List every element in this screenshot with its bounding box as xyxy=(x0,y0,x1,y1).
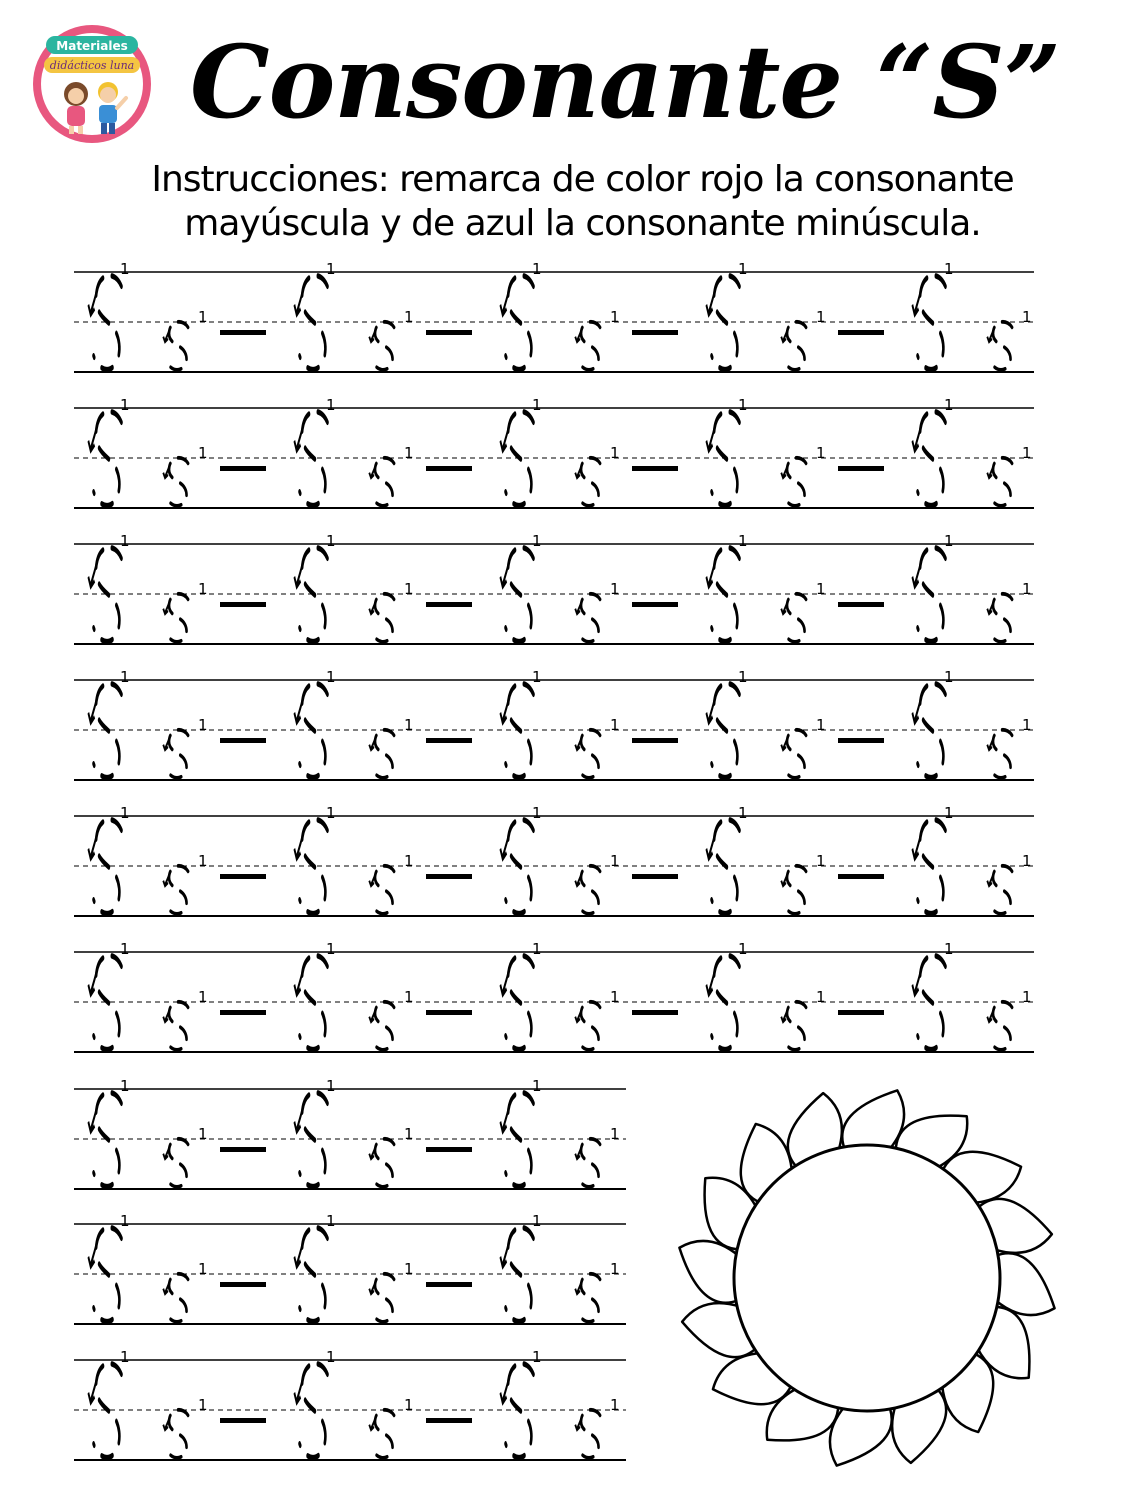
separator-dash xyxy=(426,466,472,471)
stroke-number-label: 1 xyxy=(404,308,414,326)
stroke-number-label: 1 xyxy=(816,988,826,1006)
uppercase-s-trace xyxy=(506,819,534,913)
separator-dash xyxy=(426,874,472,879)
sun-ray xyxy=(679,1241,738,1303)
letter-pair[interactable] xyxy=(912,668,1031,778)
instructions-line-1: Instrucciones: remarca de color rojo la consonante xyxy=(151,159,1014,200)
lowercase-s-trace xyxy=(991,594,1012,642)
stroke-number-label: 1 xyxy=(198,1125,208,1143)
lowercase-s-trace xyxy=(991,458,1012,506)
lowercase-s-trace xyxy=(167,730,188,778)
stroke-number-label: 1 xyxy=(404,1125,414,1143)
lowercase-s-trace xyxy=(785,1002,806,1050)
lowercase-s-trace xyxy=(579,1410,600,1458)
lowercase-s-trace xyxy=(991,866,1012,914)
stroke-number-label: 1 xyxy=(1022,716,1032,734)
letter-pair[interactable] xyxy=(500,1348,619,1458)
stroke-number-label: 1 xyxy=(198,716,208,734)
letter-pair[interactable] xyxy=(706,396,884,506)
instructions-line-2: mayúscula y de azul la consonante minúscula. xyxy=(184,203,981,244)
letter-pair[interactable] xyxy=(912,532,1031,642)
stroke-number-label: 1 xyxy=(532,668,542,686)
lowercase-s-trace xyxy=(785,594,806,642)
letter-pair[interactable] xyxy=(294,532,472,642)
separator-dash xyxy=(426,602,472,607)
stroke-number-label: 1 xyxy=(532,1077,542,1095)
lowercase-s-trace xyxy=(167,1139,188,1187)
stroke-number-label: 1 xyxy=(816,444,826,462)
lowercase-s-trace xyxy=(373,1139,394,1187)
stroke-number-label: 1 xyxy=(198,580,208,598)
stroke-number-label: 1 xyxy=(944,260,954,278)
uppercase-s-trace xyxy=(506,547,534,641)
stroke-number-label: 1 xyxy=(404,852,414,870)
uppercase-s-trace xyxy=(94,547,122,641)
uppercase-s-trace xyxy=(506,275,534,369)
stroke-number-label: 1 xyxy=(120,940,130,958)
lowercase-s-trace xyxy=(991,322,1012,370)
tracing-row xyxy=(74,396,1034,508)
stroke-number-label: 1 xyxy=(120,1077,130,1095)
separator-dash xyxy=(632,602,678,607)
tracing-row xyxy=(74,260,1034,372)
stroke-number-label: 1 xyxy=(404,1396,414,1414)
uppercase-s-trace xyxy=(506,1363,534,1457)
stroke-number-label: 1 xyxy=(738,532,748,550)
stroke-number-label: 1 xyxy=(610,308,620,326)
tracing-row xyxy=(74,532,1034,644)
stroke-number-label: 1 xyxy=(198,308,208,326)
uppercase-s-trace xyxy=(300,547,328,641)
uppercase-s-trace xyxy=(506,955,534,1049)
stroke-number-label: 1 xyxy=(532,260,542,278)
lowercase-s-trace xyxy=(167,1002,188,1050)
separator-dash xyxy=(220,602,266,607)
stroke-number-label: 1 xyxy=(532,532,542,550)
lowercase-s-trace xyxy=(373,1274,394,1322)
uppercase-s-trace xyxy=(712,275,740,369)
separator-dash xyxy=(838,1010,884,1015)
stroke-number-label: 1 xyxy=(1022,580,1032,598)
stroke-number-label: 1 xyxy=(944,804,954,822)
lowercase-s-trace xyxy=(167,1274,188,1322)
letter-pair[interactable] xyxy=(912,260,1031,370)
stroke-number-label: 1 xyxy=(944,940,954,958)
lowercase-s-trace xyxy=(167,866,188,914)
uppercase-s-trace xyxy=(300,275,328,369)
separator-dash xyxy=(220,1418,266,1423)
stroke-number-label: 1 xyxy=(944,396,954,414)
uppercase-s-trace xyxy=(918,683,946,777)
uppercase-s-trace xyxy=(918,547,946,641)
uppercase-s-trace xyxy=(918,955,946,1049)
letter-pair[interactable] xyxy=(706,940,884,1050)
uppercase-s-trace xyxy=(300,955,328,1049)
uppercase-s-trace xyxy=(712,819,740,913)
lowercase-s-trace xyxy=(579,594,600,642)
separator-dash xyxy=(426,1418,472,1423)
letter-pair[interactable] xyxy=(500,396,678,506)
letter-pair[interactable] xyxy=(294,940,472,1050)
separator-dash xyxy=(838,874,884,879)
lowercase-s-trace xyxy=(167,458,188,506)
stroke-number-label: 1 xyxy=(738,396,748,414)
lowercase-s-trace xyxy=(785,458,806,506)
letter-pair[interactable] xyxy=(500,668,678,778)
lowercase-s-trace xyxy=(167,1410,188,1458)
uppercase-s-trace xyxy=(94,1363,122,1457)
stroke-number-label: 1 xyxy=(326,260,336,278)
letter-pair[interactable] xyxy=(500,804,678,914)
uppercase-s-trace xyxy=(506,1092,534,1186)
lowercase-s-trace xyxy=(373,866,394,914)
stroke-number-label: 1 xyxy=(610,1396,620,1414)
lowercase-s-trace xyxy=(785,866,806,914)
stroke-number-label: 1 xyxy=(326,396,336,414)
separator-dash xyxy=(220,1282,266,1287)
uppercase-s-trace xyxy=(712,683,740,777)
separator-dash xyxy=(838,602,884,607)
stroke-number-label: 1 xyxy=(610,716,620,734)
stroke-number-label: 1 xyxy=(326,668,336,686)
letter-pair[interactable] xyxy=(706,804,884,914)
letter-pair[interactable] xyxy=(500,1212,619,1322)
lowercase-s-trace xyxy=(991,730,1012,778)
letter-pair[interactable] xyxy=(706,668,884,778)
tracing-row xyxy=(74,668,1034,780)
separator-dash xyxy=(632,874,678,879)
uppercase-s-trace xyxy=(506,411,534,505)
letter-pair[interactable] xyxy=(500,1077,619,1187)
stroke-number-label: 1 xyxy=(198,852,208,870)
separator-dash xyxy=(220,738,266,743)
stroke-number-label: 1 xyxy=(326,1348,336,1366)
stroke-number-label: 1 xyxy=(944,668,954,686)
stroke-number-label: 1 xyxy=(326,804,336,822)
stroke-number-label: 1 xyxy=(738,260,748,278)
letter-pair[interactable] xyxy=(912,396,1031,506)
lowercase-s-trace xyxy=(579,730,600,778)
uppercase-s-trace xyxy=(712,955,740,1049)
uppercase-s-trace xyxy=(94,1092,122,1186)
separator-dash xyxy=(220,466,266,471)
stroke-number-label: 1 xyxy=(326,1077,336,1095)
stroke-number-label: 1 xyxy=(326,940,336,958)
uppercase-s-trace xyxy=(300,1363,328,1457)
logo-text-line2: didácticos luna xyxy=(49,59,135,72)
stroke-number-label: 1 xyxy=(326,1212,336,1230)
lowercase-s-trace xyxy=(373,594,394,642)
lowercase-s-trace xyxy=(579,1139,600,1187)
lowercase-s-trace xyxy=(991,1002,1012,1050)
uppercase-s-trace xyxy=(94,819,122,913)
uppercase-s-trace xyxy=(94,1227,122,1321)
separator-dash xyxy=(838,466,884,471)
letter-pair[interactable] xyxy=(88,804,266,914)
separator-dash xyxy=(426,1147,472,1152)
stroke-number-label: 1 xyxy=(1022,444,1032,462)
tracing-row xyxy=(74,940,1034,1052)
separator-dash xyxy=(632,330,678,335)
uppercase-s-trace xyxy=(918,411,946,505)
uppercase-s-trace xyxy=(918,819,946,913)
separator-dash xyxy=(426,330,472,335)
lowercase-s-trace xyxy=(373,730,394,778)
separator-dash xyxy=(632,1010,678,1015)
letter-pair[interactable] xyxy=(88,532,266,642)
stroke-number-label: 1 xyxy=(738,804,748,822)
stroke-number-label: 1 xyxy=(120,1212,130,1230)
letter-pair[interactable] xyxy=(88,668,266,778)
letter-pair[interactable] xyxy=(912,940,1031,1050)
stroke-number-label: 1 xyxy=(198,1260,208,1278)
stroke-number-label: 1 xyxy=(404,1260,414,1278)
stroke-number-label: 1 xyxy=(610,988,620,1006)
separator-dash xyxy=(426,1010,472,1015)
tracing-row xyxy=(74,804,1034,916)
stroke-number-label: 1 xyxy=(120,1348,130,1366)
letter-pair[interactable] xyxy=(706,260,884,370)
uppercase-s-trace xyxy=(918,275,946,369)
sun-ray xyxy=(842,1090,904,1149)
letter-pair[interactable] xyxy=(88,396,266,506)
lowercase-s-trace xyxy=(373,458,394,506)
lowercase-s-trace xyxy=(579,322,600,370)
stroke-number-label: 1 xyxy=(610,1260,620,1278)
stroke-number-label: 1 xyxy=(532,396,542,414)
letter-pair[interactable] xyxy=(500,532,678,642)
stroke-number-label: 1 xyxy=(610,444,620,462)
letter-pair[interactable] xyxy=(294,1077,472,1187)
stroke-number-label: 1 xyxy=(404,988,414,1006)
stroke-number-label: 1 xyxy=(816,716,826,734)
lowercase-s-trace xyxy=(167,322,188,370)
stroke-number-label: 1 xyxy=(532,1348,542,1366)
separator-dash xyxy=(220,330,266,335)
sun-ray xyxy=(995,1253,1054,1315)
letter-pair[interactable] xyxy=(912,804,1031,914)
uppercase-s-trace xyxy=(94,683,122,777)
sun-ray xyxy=(830,1406,892,1465)
sun-icon xyxy=(672,1070,1072,1490)
lowercase-s-trace xyxy=(373,1410,394,1458)
stroke-number-label: 1 xyxy=(816,852,826,870)
letter-pair[interactable] xyxy=(294,804,472,914)
uppercase-s-trace xyxy=(94,955,122,1049)
lowercase-s-trace xyxy=(579,1274,600,1322)
stroke-number-label: 1 xyxy=(1022,308,1032,326)
letter-pair[interactable] xyxy=(500,940,678,1050)
stroke-number-label: 1 xyxy=(610,852,620,870)
letter-pair[interactable] xyxy=(88,940,266,1050)
stroke-number-label: 1 xyxy=(1022,988,1032,1006)
stroke-number-label: 1 xyxy=(326,532,336,550)
sun-face xyxy=(734,1145,1000,1411)
separator-dash xyxy=(220,1147,266,1152)
tracing-row xyxy=(74,1077,626,1189)
stroke-number-label: 1 xyxy=(198,988,208,1006)
stroke-number-label: 1 xyxy=(532,1212,542,1230)
separator-dash xyxy=(632,738,678,743)
letter-pair[interactable] xyxy=(294,1212,472,1322)
page-title: Consonante “S” xyxy=(190,23,1061,141)
stroke-number-label: 1 xyxy=(120,804,130,822)
letter-pair[interactable] xyxy=(88,1348,266,1458)
stroke-number-label: 1 xyxy=(532,804,542,822)
tracing-row xyxy=(74,1348,626,1460)
lowercase-s-trace xyxy=(167,594,188,642)
separator-dash xyxy=(220,1010,266,1015)
lowercase-s-trace xyxy=(579,866,600,914)
stroke-number-label: 1 xyxy=(120,532,130,550)
uppercase-s-trace xyxy=(506,1227,534,1321)
letter-pair[interactable] xyxy=(88,1077,266,1187)
stroke-number-label: 1 xyxy=(120,396,130,414)
stroke-number-label: 1 xyxy=(1022,852,1032,870)
stroke-number-label: 1 xyxy=(404,444,414,462)
logo-text-line1: Materiales xyxy=(56,39,128,53)
letter-pair[interactable] xyxy=(294,396,472,506)
uppercase-s-trace xyxy=(506,683,534,777)
uppercase-s-trace xyxy=(712,411,740,505)
stroke-number-label: 1 xyxy=(120,668,130,686)
separator-dash xyxy=(632,466,678,471)
uppercase-s-trace xyxy=(94,411,122,505)
separator-dash xyxy=(426,738,472,743)
letter-pair[interactable] xyxy=(294,260,472,370)
uppercase-s-trace xyxy=(712,547,740,641)
separator-dash xyxy=(838,330,884,335)
stroke-number-label: 1 xyxy=(120,260,130,278)
stroke-number-label: 1 xyxy=(198,444,208,462)
letter-pair[interactable] xyxy=(294,668,472,778)
uppercase-s-trace xyxy=(94,275,122,369)
stroke-number-label: 1 xyxy=(738,668,748,686)
stroke-number-label: 1 xyxy=(816,308,826,326)
lowercase-s-trace xyxy=(579,1002,600,1050)
stroke-number-label: 1 xyxy=(610,580,620,598)
lowercase-s-trace xyxy=(785,730,806,778)
uppercase-s-trace xyxy=(300,819,328,913)
letter-pair[interactable] xyxy=(500,260,678,370)
lowercase-s-trace xyxy=(579,458,600,506)
stroke-number-label: 1 xyxy=(532,940,542,958)
letter-pair[interactable] xyxy=(294,1348,472,1458)
stroke-number-label: 1 xyxy=(610,1125,620,1143)
lowercase-s-trace xyxy=(785,322,806,370)
separator-dash xyxy=(220,874,266,879)
stroke-number-label: 1 xyxy=(738,940,748,958)
stroke-number-label: 1 xyxy=(944,532,954,550)
stroke-number-label: 1 xyxy=(404,580,414,598)
letter-pair[interactable] xyxy=(88,260,266,370)
letter-pair[interactable] xyxy=(706,532,884,642)
stroke-number-label: 1 xyxy=(198,1396,208,1414)
tracing-row xyxy=(74,1212,626,1324)
uppercase-s-trace xyxy=(300,411,328,505)
letter-pair[interactable] xyxy=(88,1212,266,1322)
separator-dash xyxy=(426,1282,472,1287)
uppercase-s-trace xyxy=(300,1092,328,1186)
lowercase-s-trace xyxy=(373,322,394,370)
stroke-number-label: 1 xyxy=(816,580,826,598)
stroke-number-label: 1 xyxy=(404,716,414,734)
separator-dash xyxy=(838,738,884,743)
uppercase-s-trace xyxy=(300,1227,328,1321)
uppercase-s-trace xyxy=(300,683,328,777)
lowercase-s-trace xyxy=(373,1002,394,1050)
